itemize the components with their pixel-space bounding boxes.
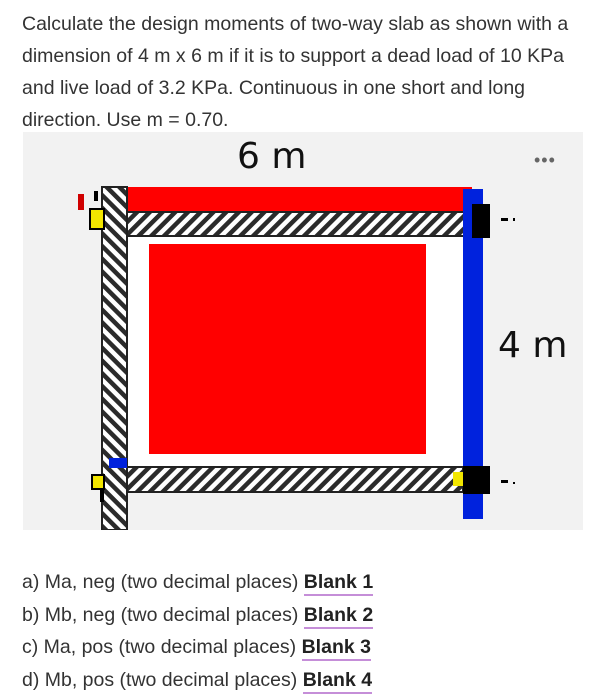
question-a: [22, 566, 373, 599]
left-beam-hatched: [102, 187, 127, 530]
left-blue-segment: [109, 458, 127, 468]
adjacent-slab-strip: [127, 187, 472, 212]
bottom-beam-hatched: [118, 467, 463, 492]
left-top-tick: [78, 194, 84, 210]
ellipsis-icon[interactable]: •••: [534, 150, 556, 170]
problem-statement: Calculate the design moments of two-way slab as shown with a dimension of 4 m x 6 m if it is to support a dead load of 10 KPa and live load of 3.2 KPa. Continuous in one short and long direction. Use m = 0.70.: [22, 13, 569, 131]
left-tick-upper: [94, 191, 98, 201]
column-bottom-right: [463, 466, 490, 494]
question-label: a) Ma, neg (two decimal places): [22, 571, 299, 593]
slab-panel: [148, 243, 427, 455]
questions-list: [22, 566, 373, 696]
slab-figure: [23, 132, 583, 530]
top-beam-hatched: [127, 212, 472, 236]
blank-input[interactable]: Blank 3: [302, 635, 371, 661]
dimension-6m: 6 m: [237, 136, 307, 177]
question-b: [22, 599, 373, 632]
dimension-4m: 4 m: [498, 325, 568, 366]
question-label: b) Mb, neg (two decimal places): [22, 603, 299, 626]
question-label: c) Ma, pos (two decimal places): [22, 636, 297, 658]
dot-bottom: [513, 482, 515, 484]
column-top-right: [472, 204, 490, 238]
left-tick-lower: [100, 490, 104, 502]
question-label: d) Mb, pos (two decimal places): [22, 668, 298, 691]
column-bottom-right-highlight: [453, 472, 463, 486]
dot-top: [513, 218, 515, 221]
question-c: [22, 631, 373, 664]
blank-input[interactable]: Blank 2: [304, 603, 373, 629]
dash-bottom: [501, 480, 508, 483]
column-bottom-left-highlight: [92, 475, 104, 489]
dash-top: [501, 218, 508, 221]
blank-input[interactable]: Blank 1: [304, 570, 373, 596]
blank-input[interactable]: Blank 4: [303, 668, 372, 694]
question-d: [22, 664, 373, 697]
column-top-left-highlight: [90, 209, 104, 229]
